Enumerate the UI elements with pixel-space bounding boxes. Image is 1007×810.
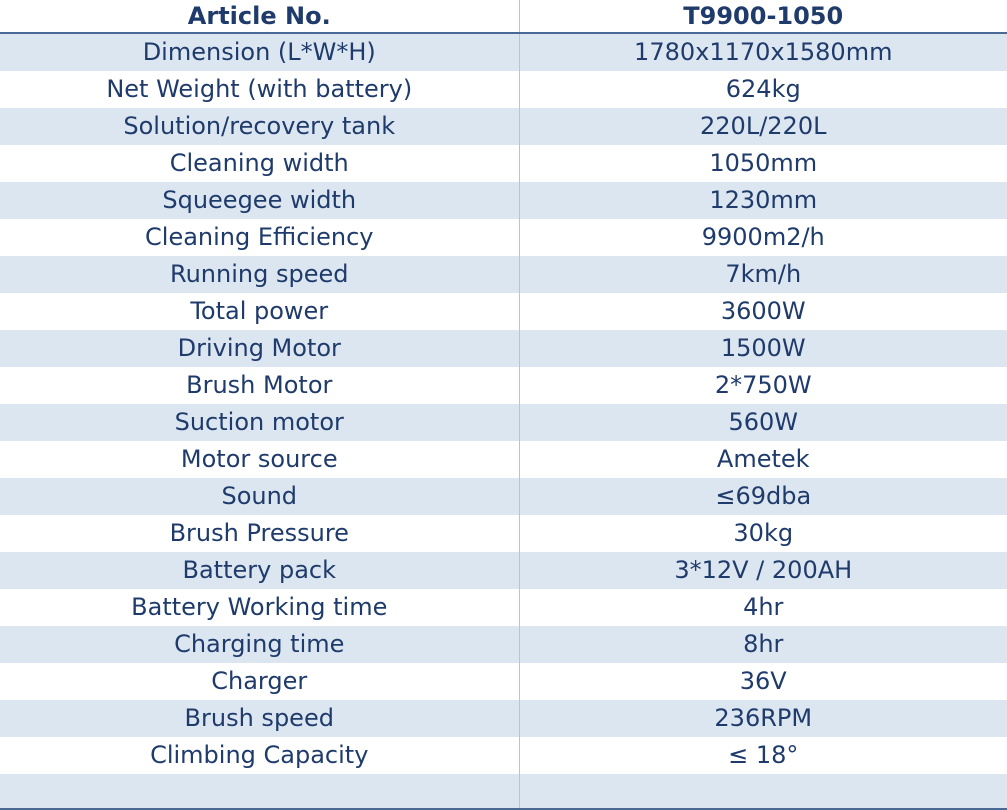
table-row: [0, 145, 1007, 182]
table-row: [0, 108, 1007, 145]
spec-value: ≤ 18°: [728, 741, 799, 769]
spec-value: 9900m2/h: [701, 223, 825, 251]
spec-value: 7km/h: [519, 256, 1007, 293]
spec-label: Climbing Capacity: [0, 737, 519, 774]
header-value: T9900-1050: [519, 0, 1007, 33]
table-row: [0, 441, 1007, 478]
spec-label: Squeegee width: [0, 182, 519, 219]
spec-value: 220L/220L: [519, 108, 1007, 145]
spec-label: Motor source: [0, 441, 519, 478]
spec-value: 560W: [519, 404, 1007, 441]
table-row: [0, 330, 1007, 367]
table-row: [0, 515, 1007, 552]
spec-value: 236RPM: [519, 700, 1007, 737]
table-row: [0, 293, 1007, 330]
spec-value: 3600W: [720, 297, 806, 325]
spec-label: Cleaning Efficiency: [0, 219, 519, 256]
spec-value: 624kg: [725, 75, 801, 103]
empty-cell: [0, 774, 519, 809]
spec-label: Charger: [0, 663, 519, 700]
spec-label: Cleaning width: [0, 145, 519, 182]
spec-value: 1780x1170x1580mm: [519, 33, 1007, 71]
spec-value: ≤69dba: [519, 478, 1007, 515]
table-row: [0, 700, 1007, 737]
table-row: [0, 219, 1007, 256]
table-row: [0, 404, 1007, 441]
spec-value: 1230mm: [519, 182, 1007, 219]
spec-label: Brush speed: [0, 700, 519, 737]
spec-label: Dimension (L*W*H): [0, 33, 519, 71]
spec-label: Suction motor: [0, 404, 519, 441]
table-row: [0, 33, 1007, 71]
spec-label: Solution/recovery tank: [0, 108, 519, 145]
table-row: [0, 626, 1007, 663]
table-row: [0, 71, 1007, 108]
spec-label: Battery Working time: [0, 589, 519, 626]
table-row: [0, 256, 1007, 293]
spec-value: 30kg: [733, 519, 794, 547]
empty-cell: [519, 774, 1007, 809]
spec-label: Brush Pressure: [0, 515, 519, 552]
spec-label: Net Weight (with battery): [0, 71, 519, 108]
spec-label: Driving Motor: [0, 330, 519, 367]
spec-label: Brush Motor: [0, 367, 519, 404]
spec-value: Ametek: [716, 445, 810, 473]
spec-value: 36V: [739, 667, 787, 695]
spec-label: Battery pack: [0, 552, 519, 589]
spec-value: 2*750W: [714, 371, 812, 399]
spec-label: Charging time: [0, 626, 519, 663]
table-header-row: [0, 0, 1007, 33]
table-row: [0, 478, 1007, 515]
spec-value: 3*12V / 200AH: [519, 552, 1007, 589]
table-row: [0, 589, 1007, 626]
empty-row: [0, 774, 1007, 809]
spec-table-body: [0, 33, 1007, 809]
spec-label: Total power: [0, 293, 519, 330]
spec-value: 1050mm: [709, 149, 818, 177]
spec-value: 4hr: [743, 593, 784, 621]
header-label: Article No.: [0, 0, 519, 33]
spec-value: 1500W: [519, 330, 1007, 367]
table-row: [0, 663, 1007, 700]
spec-label: Running speed: [0, 256, 519, 293]
table-row: [0, 182, 1007, 219]
spec-label: Sound: [0, 478, 519, 515]
table-row: [0, 552, 1007, 589]
spec-value: 8hr: [519, 626, 1007, 663]
table-row: [0, 367, 1007, 404]
table-row: [0, 737, 1007, 774]
